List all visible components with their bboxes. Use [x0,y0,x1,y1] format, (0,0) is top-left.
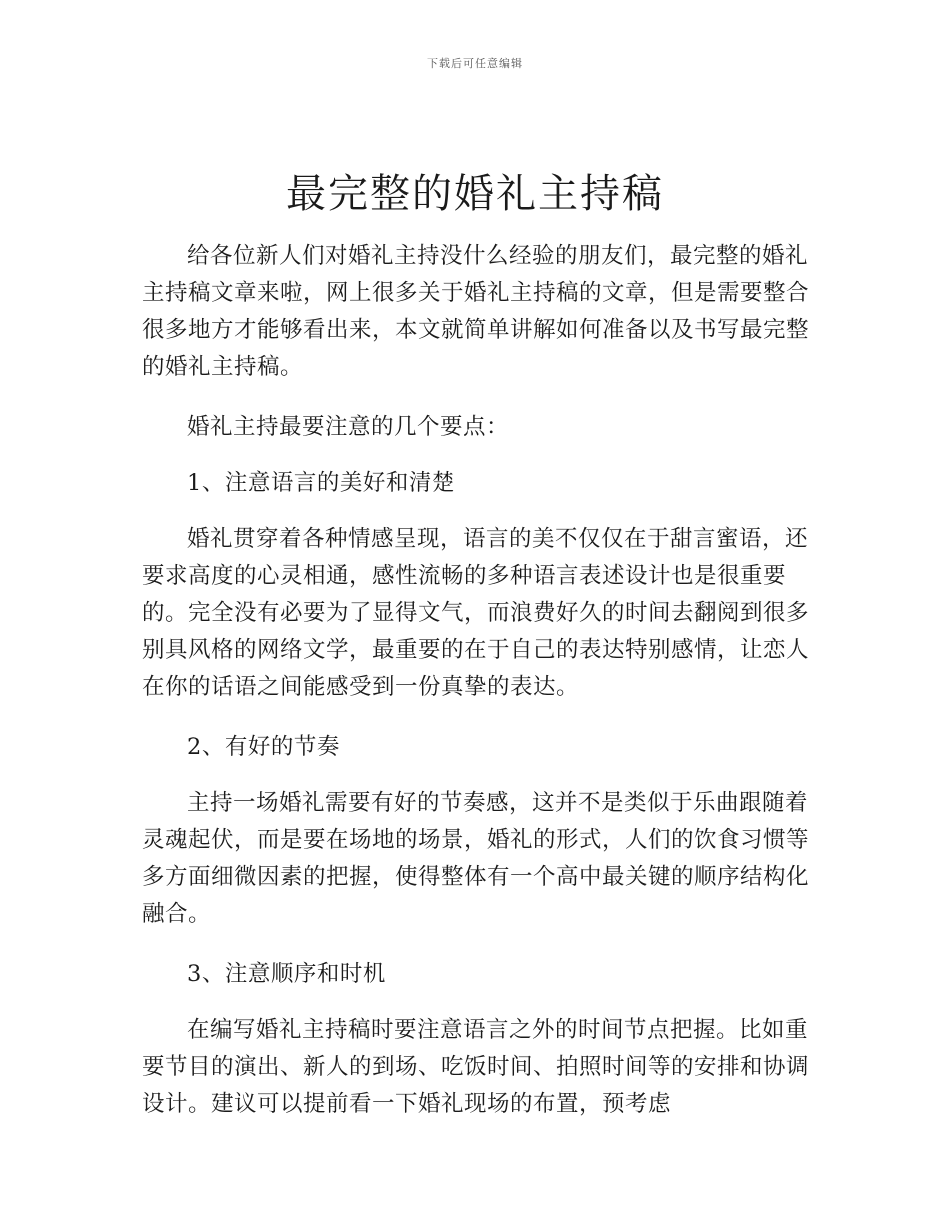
section-heading-2: 2、有好的节奏 [187,734,340,760]
paragraph-section-1: 婚礼贯穿着各种情感呈现，语言的美不仅仅在于甜言蜜语，还要求高度的心灵相通，感性流畅的多种语言表述设计也是很重要的。完全没有必要为了显得文气，而浪费好久的时间去翻阅到很多别具风格的网络文学，最重要的在于自己的表达特别感情，让恋人在你的话语之间能感受到一份真挚的表达。 [142,526,810,700]
header-note: 下载后可任意编辑 [427,57,523,70]
paragraph-section-3: 在编写婚礼主持稿时要注意语言之外的时间节点把握。比如重要节目的演出、新人的到场、吃饭时间、拍照时间等的安排和协调设计。建议可以提前看一下婚礼现场的布置，预考虑 [142,1017,810,1117]
document-body [142,238,812,1146]
paragraph-intro: 给各位新人们对婚礼主持没什么经验的朋友们，最完整的婚礼主持稿文章来啦，网上很多关于婚礼主持稿的文章，但是需要整合很多地方才能够看出来，本文就简单讲解如何准备以及书写最完整的婚礼主持稿。 [142,243,810,380]
section-heading-3: 3、注意顺序和时机 [187,961,386,987]
section-heading-1: 1、注意语言的美好和清楚 [187,470,455,496]
document-title: 最完整的婚礼主持稿 [286,171,664,217]
paragraph-section-2: 主持一场婚礼需要有好的节奏感，这并不是类似于乐曲跟随着灵魂起伏，而是要在场地的场景，婚礼的形式，人们的饮食习惯等多方面细微因素的把握，使得整体有一个高中最关键的顺序结构化融合。 [142,790,810,927]
paragraph-key-points: 婚礼主持最要注意的几个要点： [187,414,510,440]
